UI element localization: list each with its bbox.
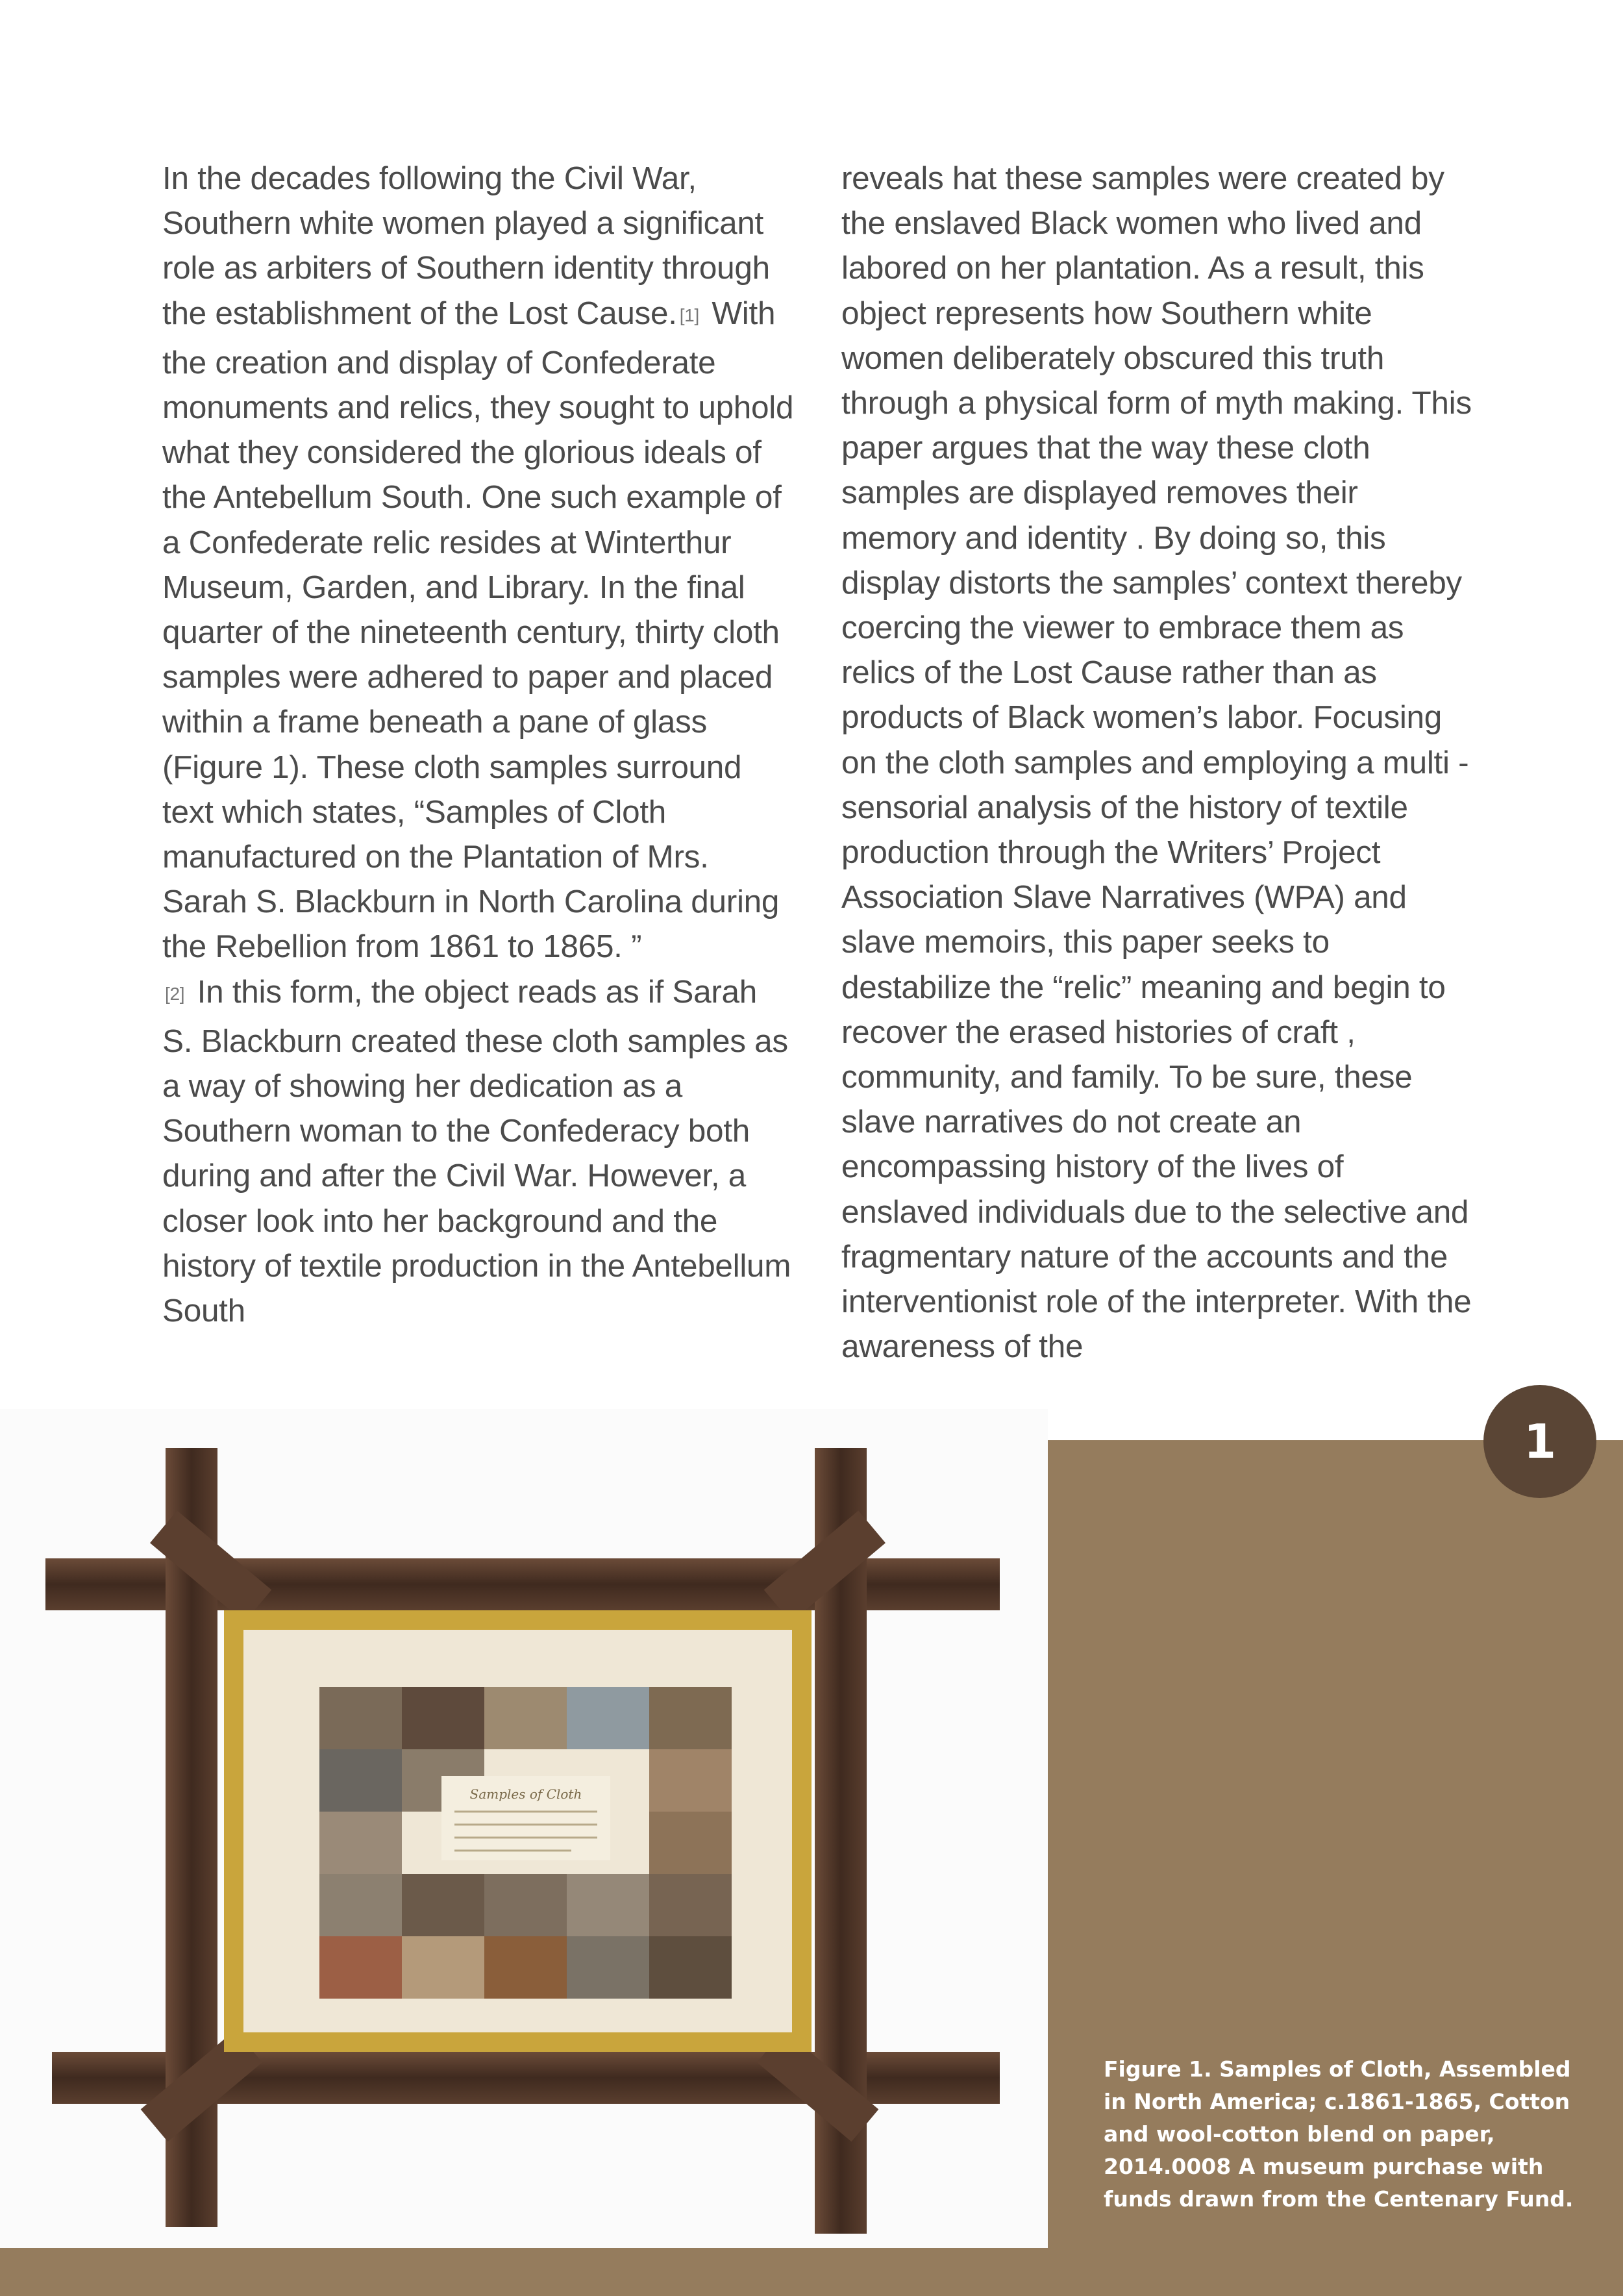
right-text-column [841,156,1474,1369]
figure-caption: Figure 1. Samples of Cloth, Assembled in North America; c.1861-1865, Cotton and wool-cotton blend on paper, 2014.0008 A museum purchase with funds drawn from the Centenary Fund. [1104,2056,1574,2212]
center-label-text: Samples of Cloth [469,1786,582,1802]
footnote-ref-2[interactable]: [2] [165,983,185,1004]
left-text-column [162,156,795,1333]
paragraph-text-a: In the decades following the Civil War, Southern white women played a significant role as arbiters of Southern identity through the establishment of the Lost Cause. [162,160,770,331]
left-paragraph [162,156,795,1333]
figure-1-cloth-samples-frame [0,1409,1048,2248]
paragraph-text-c: In this form, the object reads as if Sarah S. Blackburn created these cloth samples as a way of showing her dedication as a Southern woman to the Confederacy both during and after the Civil War. However, a closer look into her background and the history of textile production in the Antebellum South [162,973,791,1329]
page-number-badge: 1 [1483,1385,1596,1498]
right-paragraph: reveals hat these samples were created by the enslaved Black women who lived and labored on her plantation. As a result, this object represents how Southern white women deliberately obscured this truth through a physical form of myth making. This paper argues that the way these cloth samples are displayed removes their memory and identity . By doing so, this display distorts the samples’ context thereby coercing the viewer to embrace them as relics of the Lost Cause rather than as products of Black women’s labor. Focusing on the cloth samples and employing a multi - sensorial analysis of the history of textile production through the Writers’ Project Association Slave Narratives (WPA) and slave memoirs, this paper seeks to destabilize the “relic” meaning and begin to recover the erased histories of craft , community, and family. To be sure, these slave narratives do not create an encompassing history of the lives of enslaved individuals due to the selective and fragmentary nature of the accounts and the interventionist role of the interpreter. With the awareness of the [841,160,1472,1365]
paragraph-text-b: With the creation and display of Confederate monuments and relics, they sought to uphold what they considered the glorious ideals of the Antebellum South. One such example of a Confederate relic resides at Winterthur Museum, Garden, and Library. In the final quarter of the nineteenth century, thirty cloth samples were adhered to paper and placed within a frame beneath a pane of glass (Figure 1). These cloth samples surround text which states, “Samples of Cloth manufactured on the Plantation of Mrs. Sarah S. Blackburn in North Carolina during the Rebellion from 1861 to 1865. ” [162,295,794,965]
footnote-ref-1[interactable]: [1] [679,305,699,325]
